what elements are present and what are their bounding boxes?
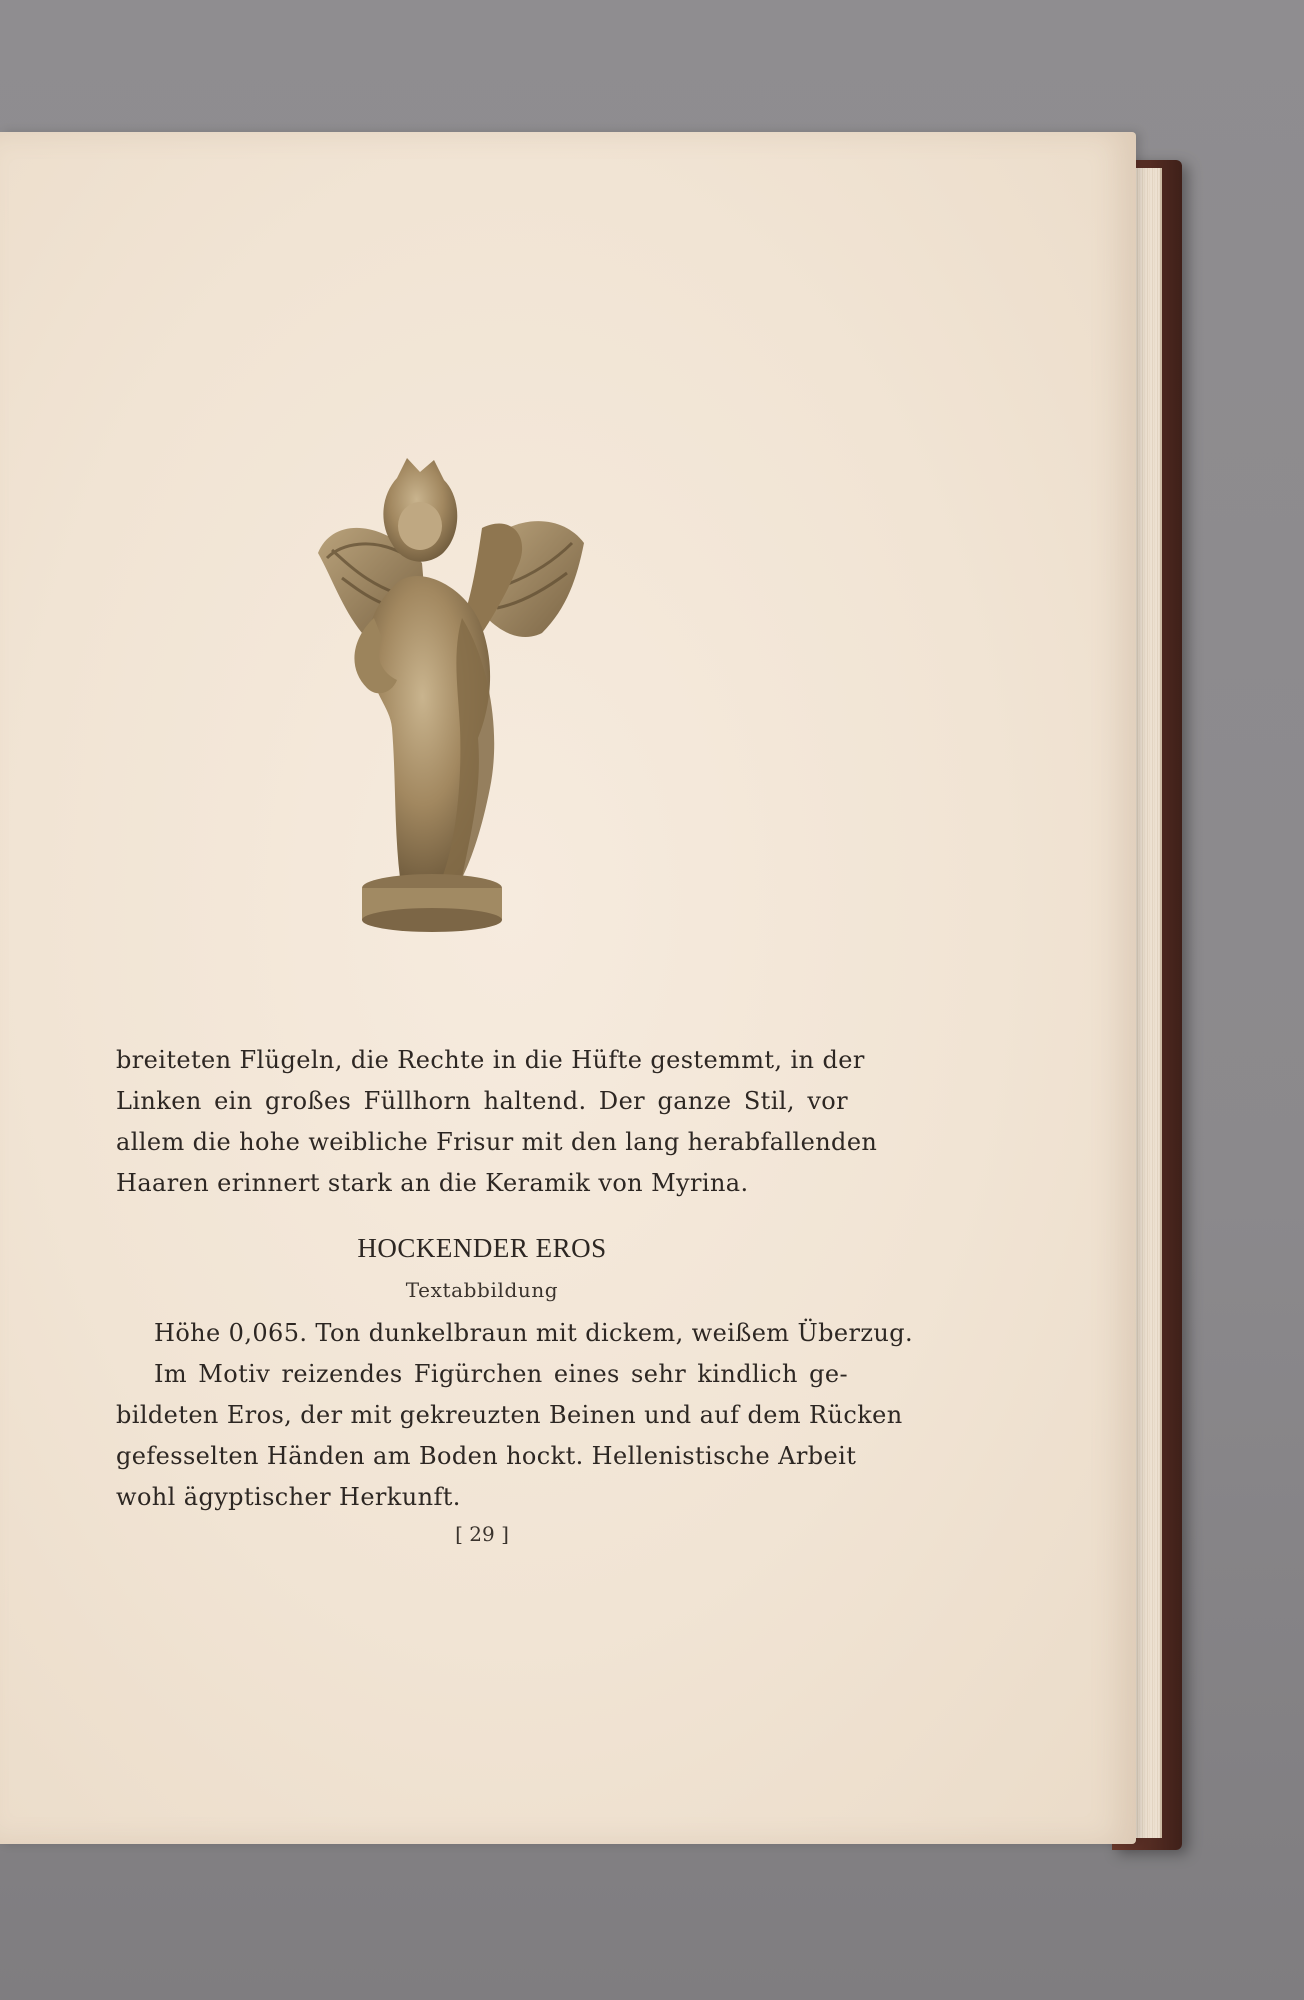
page-number: [ 29 ] <box>455 1522 509 1546</box>
text-line: Im Motiv reizendes Figürchen eines sehr kindlich ge- <box>154 1360 848 1388</box>
text-line: Höhe 0,065. Ton dunkelbraun mit dickem, weißem Überzug. <box>154 1319 914 1347</box>
text-line: Haaren erinnert stark an die Keramik von Myrina. <box>116 1169 749 1197</box>
text-line: gefesselten Händen am Boden hockt. Hellenistische Arbeit <box>116 1442 857 1470</box>
text-line: breiteten Flügeln, die Rechte in die Hüfte gestemmt, in der <box>116 1046 865 1074</box>
section-heading: HOCKENDER EROS <box>357 1233 607 1263</box>
paragraph-description <box>116 1313 914 1518</box>
eros-figurine-photo <box>312 458 596 934</box>
text-line: allem die hohe weibliche Frisur mit den lang herabfallenden <box>116 1128 878 1156</box>
text-line: bildeten Eros, der mit gekreuzten Beinen und auf dem Rücken <box>116 1401 903 1429</box>
text-line: wohl ägyptischer Herkunft. <box>116 1483 461 1511</box>
winged-eros-figurine-icon <box>312 458 596 934</box>
section-subheading: Textabbildung <box>405 1278 559 1302</box>
paragraph-continuation <box>116 1040 878 1204</box>
book-page <box>0 132 1136 1844</box>
text-line: Linken ein großes Füllhorn haltend. Der ganze Stil, vor <box>116 1087 848 1115</box>
